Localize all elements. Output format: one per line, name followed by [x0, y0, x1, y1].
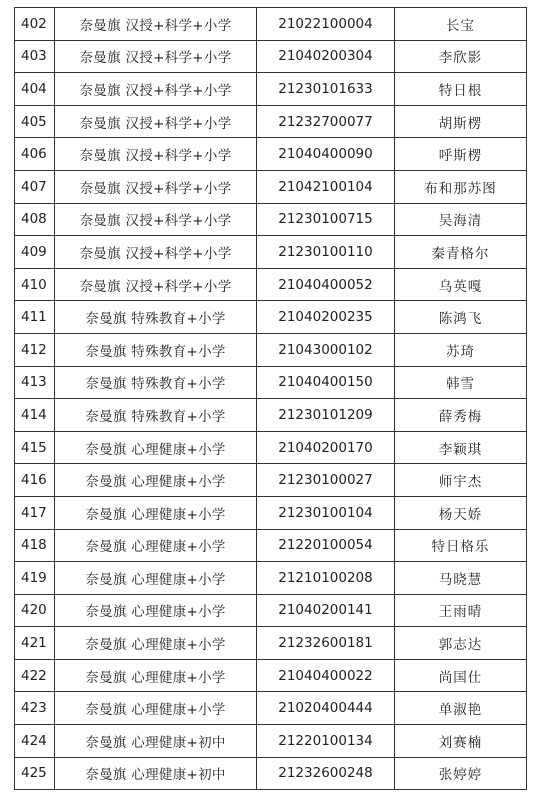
exam-id-cell: 21230101209 [257, 399, 395, 432]
candidate-name-cell: 马晓慧 [395, 562, 527, 595]
exam-id-cell: 21040200141 [257, 594, 395, 627]
table-row [15, 496, 527, 529]
exam-id-cell: 21230101633 [257, 73, 395, 106]
row-number: 406 [15, 138, 55, 171]
unit-subject-cell: 奈曼旗 汉授+科学+小学 [55, 203, 257, 236]
row-number: 402 [15, 8, 55, 41]
unit-subject-cell: 奈曼旗 心理健康+小学 [55, 692, 257, 725]
row-number: 403 [15, 40, 55, 73]
unit-subject-cell: 奈曼旗 心理健康+小学 [55, 594, 257, 627]
exam-id-cell: 21020400444 [257, 692, 395, 725]
exam-id-cell: 21043000102 [257, 333, 395, 366]
candidate-name-cell: 薛秀梅 [395, 399, 527, 432]
row-number: 415 [15, 431, 55, 464]
unit-subject-cell: 奈曼旗 特殊教育+小学 [55, 366, 257, 399]
candidate-name-cell: 李颖琪 [395, 431, 527, 464]
results-table [14, 7, 527, 790]
row-number: 423 [15, 692, 55, 725]
row-number: 420 [15, 594, 55, 627]
row-number: 404 [15, 73, 55, 106]
row-number: 417 [15, 496, 55, 529]
table-row [15, 757, 527, 790]
candidate-name-cell: 张婷婷 [395, 757, 527, 790]
candidate-name-cell: 单淑艳 [395, 692, 527, 725]
exam-id-cell: 21230100715 [257, 203, 395, 236]
unit-subject-cell: 奈曼旗 心理健康+小学 [55, 562, 257, 595]
candidate-name-cell: 秦青格尔 [395, 236, 527, 269]
candidate-name-cell: 胡斯楞 [395, 105, 527, 138]
exam-id-cell: 21040400090 [257, 138, 395, 171]
exam-id-cell: 21220100054 [257, 529, 395, 562]
exam-id-cell: 21022100004 [257, 8, 395, 41]
candidate-name-cell: 长宝 [395, 8, 527, 41]
row-number: 419 [15, 562, 55, 595]
table-row [15, 464, 527, 497]
exam-id-cell: 21040400150 [257, 366, 395, 399]
exam-id-cell: 21230100110 [257, 236, 395, 269]
table-row [15, 627, 527, 660]
row-number: 414 [15, 399, 55, 432]
table-row [15, 333, 527, 366]
candidate-name-cell: 李欣影 [395, 40, 527, 73]
candidate-name-cell: 特日格乐 [395, 529, 527, 562]
row-number: 416 [15, 464, 55, 497]
exam-id-cell: 21040400052 [257, 268, 395, 301]
table-row [15, 268, 527, 301]
table-row [15, 529, 527, 562]
unit-subject-cell: 奈曼旗 汉授+科学+小学 [55, 40, 257, 73]
table-row [15, 73, 527, 106]
row-number: 418 [15, 529, 55, 562]
unit-subject-cell: 奈曼旗 汉授+科学+小学 [55, 105, 257, 138]
exam-id-cell: 21230100104 [257, 496, 395, 529]
candidate-name-cell: 苏琦 [395, 333, 527, 366]
unit-subject-cell: 奈曼旗 汉授+科学+小学 [55, 8, 257, 41]
table-row [15, 725, 527, 758]
unit-subject-cell: 奈曼旗 心理健康+小学 [55, 627, 257, 660]
table-row [15, 236, 527, 269]
table-row [15, 203, 527, 236]
candidate-name-cell: 王雨晴 [395, 594, 527, 627]
table-row [15, 138, 527, 171]
candidate-name-cell: 尚国仕 [395, 659, 527, 692]
unit-subject-cell: 奈曼旗 心理健康+小学 [55, 659, 257, 692]
candidate-name-cell: 布和那苏图 [395, 170, 527, 203]
exam-id-cell: 21040200235 [257, 301, 395, 334]
unit-subject-cell: 奈曼旗 心理健康+小学 [55, 529, 257, 562]
row-number: 425 [15, 757, 55, 790]
row-number: 410 [15, 268, 55, 301]
row-number: 408 [15, 203, 55, 236]
unit-subject-cell: 奈曼旗 汉授+科学+小学 [55, 138, 257, 171]
exam-id-cell: 21220100134 [257, 725, 395, 758]
table-row [15, 40, 527, 73]
row-number: 412 [15, 333, 55, 366]
exam-id-cell: 21232600248 [257, 757, 395, 790]
exam-id-cell: 21040200304 [257, 40, 395, 73]
row-number: 413 [15, 366, 55, 399]
candidate-name-cell: 特日根 [395, 73, 527, 106]
table-row [15, 562, 527, 595]
table-row [15, 301, 527, 334]
unit-subject-cell: 奈曼旗 汉授+科学+小学 [55, 170, 257, 203]
unit-subject-cell: 奈曼旗 特殊教育+小学 [55, 301, 257, 334]
candidate-name-cell: 刘赛楠 [395, 725, 527, 758]
unit-subject-cell: 奈曼旗 汉授+科学+小学 [55, 73, 257, 106]
table-row [15, 8, 527, 41]
unit-subject-cell: 奈曼旗 汉授+科学+小学 [55, 268, 257, 301]
unit-subject-cell: 奈曼旗 心理健康+小学 [55, 464, 257, 497]
exam-id-cell: 21232600181 [257, 627, 395, 660]
table-row [15, 594, 527, 627]
exam-id-cell: 21040400022 [257, 659, 395, 692]
table-row [15, 431, 527, 464]
row-number: 409 [15, 236, 55, 269]
candidate-name-cell: 呼斯楞 [395, 138, 527, 171]
exam-id-cell: 21210100208 [257, 562, 395, 595]
row-number: 421 [15, 627, 55, 660]
unit-subject-cell: 奈曼旗 汉授+科学+小学 [55, 236, 257, 269]
candidate-name-cell: 乌英嘎 [395, 268, 527, 301]
candidate-name-cell: 郭志达 [395, 627, 527, 660]
table-row [15, 170, 527, 203]
unit-subject-cell: 奈曼旗 心理健康+初中 [55, 757, 257, 790]
candidate-name-cell: 杨天娇 [395, 496, 527, 529]
table-row [15, 659, 527, 692]
unit-subject-cell: 奈曼旗 心理健康+小学 [55, 496, 257, 529]
row-number: 422 [15, 659, 55, 692]
row-number: 407 [15, 170, 55, 203]
candidate-name-cell: 韩雪 [395, 366, 527, 399]
candidate-name-cell: 师宇杰 [395, 464, 527, 497]
unit-subject-cell: 奈曼旗 特殊教育+小学 [55, 399, 257, 432]
row-number: 405 [15, 105, 55, 138]
exam-id-cell: 21040200170 [257, 431, 395, 464]
table-row [15, 399, 527, 432]
unit-subject-cell: 奈曼旗 心理健康+初中 [55, 725, 257, 758]
row-number: 411 [15, 301, 55, 334]
candidate-name-cell: 吴海清 [395, 203, 527, 236]
candidate-name-cell: 陈鸿飞 [395, 301, 527, 334]
exam-id-cell: 21232700077 [257, 105, 395, 138]
table-row [15, 366, 527, 399]
table-row [15, 105, 527, 138]
unit-subject-cell: 奈曼旗 心理健康+小学 [55, 431, 257, 464]
table-row [15, 692, 527, 725]
unit-subject-cell: 奈曼旗 特殊教育+小学 [55, 333, 257, 366]
exam-id-cell: 21230100027 [257, 464, 395, 497]
row-number: 424 [15, 725, 55, 758]
exam-id-cell: 21042100104 [257, 170, 395, 203]
results-table-body [15, 8, 527, 790]
